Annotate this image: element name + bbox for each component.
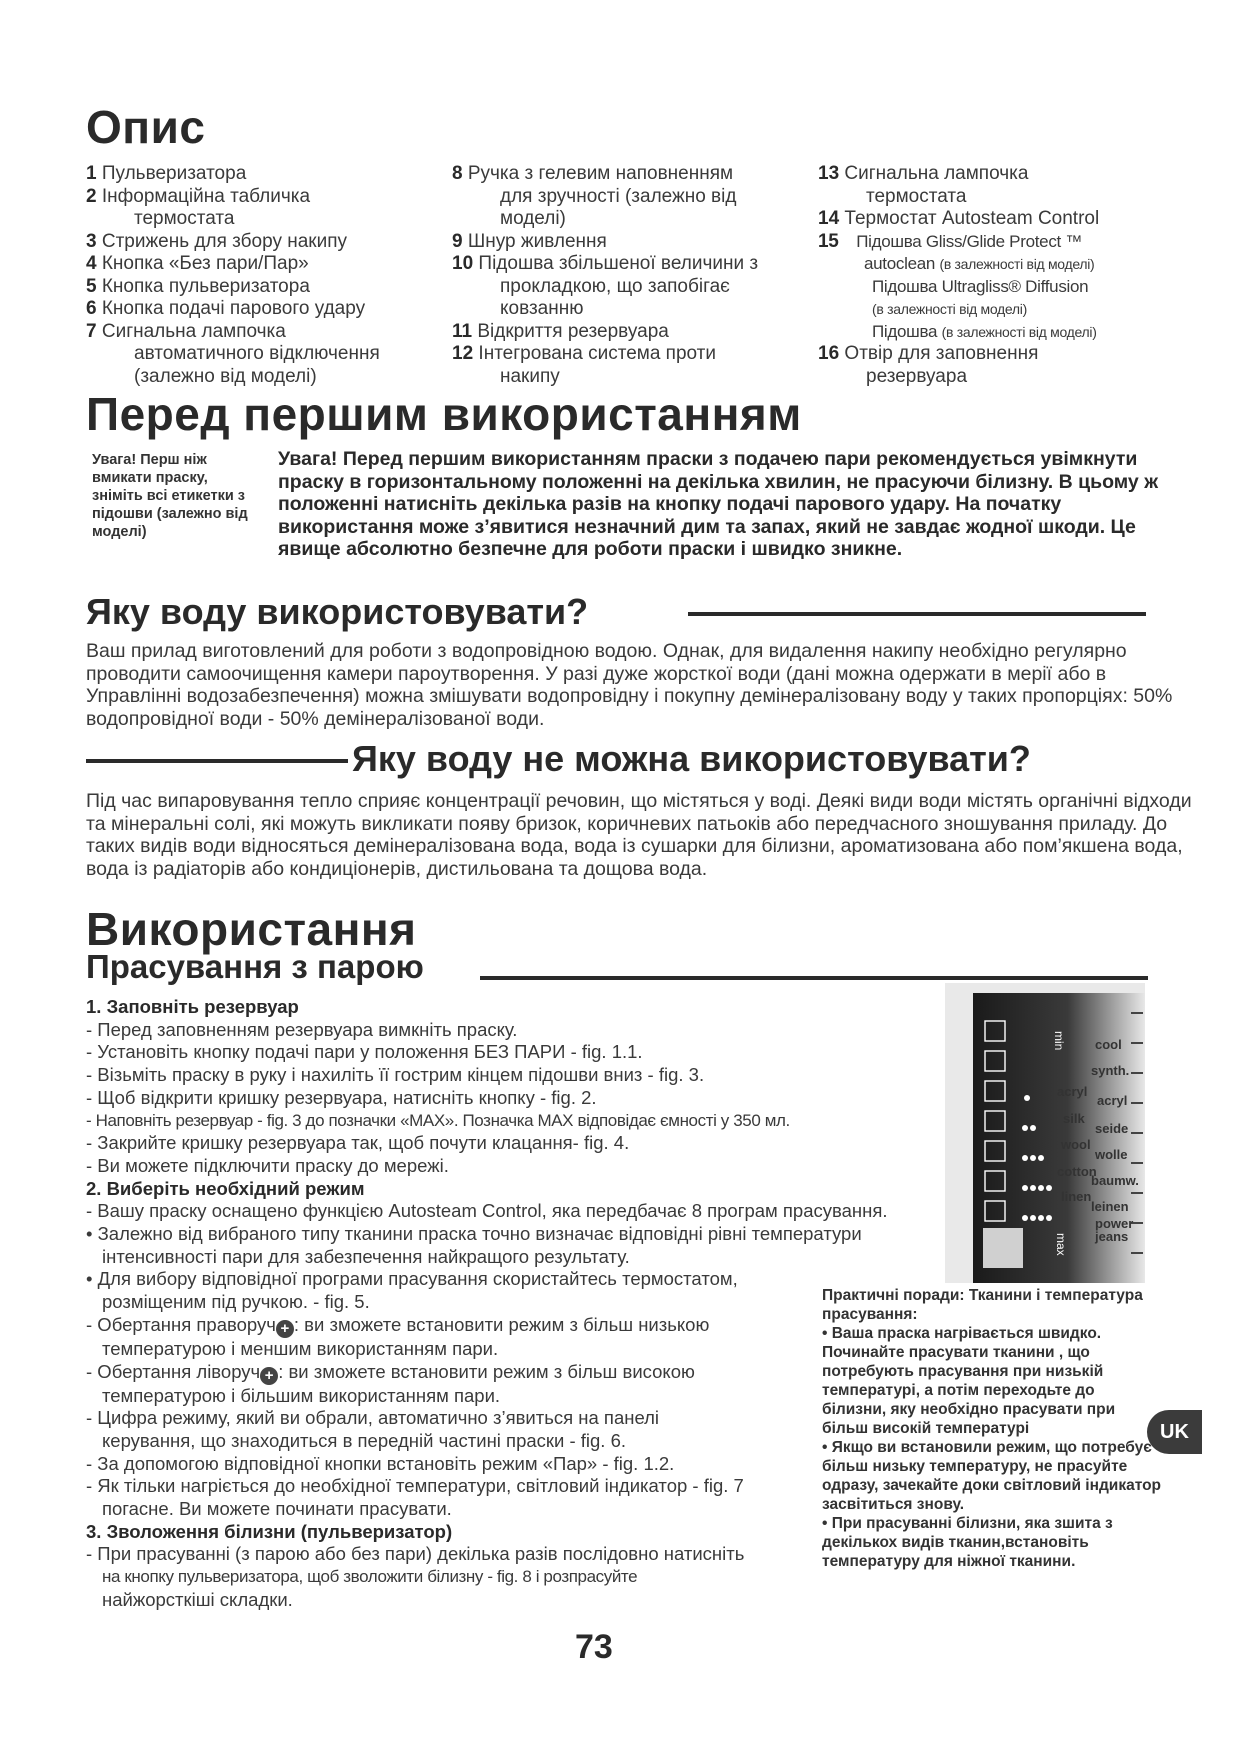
before-first-use-title: Перед першим використанням [86,388,802,440]
step-line: - Обертання праворуч + : ви зможете встановити режим з більш низькою [86,1313,710,1337]
tip-item: • Якщо ви встановили режим, що потребує більш низьку температуру, не прасуйте одразу, зачекайте доки світловий індикатор засвітиться знову. [822,1439,1162,1513]
description-item: 10 Підошва збільшеної величини з прокладкою, що запобігає ковзанню [452,253,759,319]
dial-label: leinen [1091,1199,1129,1214]
which-water-text: Ваш прилад виготовлений для роботи з водопровідною водою. Однак, для видалення накипу необхідно регулярно проводити самоочищення камери пароутворення. У разі дуже жорсткої води (дані можна одержати в мерії або в Управлінні водозабезпечення) можна змішувати водопровідну і покупну демінералізовану воду у таких пропорціях: 50% водопровідної води - 50% демінералізованої води. [86,640,1173,730]
description-item: 13 Сигнальна лампочка термостата [818,163,1029,207]
plus-icon: + [260,1367,278,1385]
description-column-2 [452,163,812,388]
dial-min-label: min [1052,1031,1066,1051]
step-line: температурою і меншим використанням пари. [102,1337,499,1359]
dial-label: cotton [1057,1164,1097,1179]
step-line: - Візьміть праску в руку і нахиліть її гострим кінцем підошви вниз - fig. 3. [86,1064,705,1086]
dial-label: acryl [1057,1084,1088,1099]
dial-max-label: max [1054,1233,1068,1256]
step-line: • Залежно від вибраного типу тканини праска точно визначає відповідні рівні температури [86,1223,862,1245]
step-line: - Вашу праску оснащено функцією Autosteam Control, яка передбачає 8 програм прасування. [86,1200,888,1222]
description-item: 4 Кнопка «Без пари/Пар» [86,253,309,274]
description-item: 2 Інформаційна табличка термостата [86,185,311,229]
dial-label: wolle [1095,1147,1128,1162]
step-line: - Закрийте кришку резервуара так, щоб почути клацання- fig. 4. [86,1132,630,1154]
description-item: 1 Пульверизатора [86,163,247,184]
practical-tips [822,1286,1162,1571]
dial-label: wool [1061,1137,1091,1152]
step-line: - Перед заповненням резервуара вимкніть праску. [86,1018,518,1040]
step-line: - Установіть кнопку подачі пари у положення БЕЗ ПАРИ - fig. 1.1. [86,1041,643,1063]
description-title: Опис [86,101,206,153]
usage-title: Використання [86,903,417,955]
dial-label: linen [1061,1189,1092,1204]
step-line: інтенсивності пари для забезпечення найкращого результату. [102,1245,630,1267]
description-item: 7 Сигнальна лампочка автоматичного відключення (залежно від моделі) [86,320,380,387]
which-water-not-title: Яку воду не можна використовувати? [352,738,1031,779]
description-item: 12 Інтегрована система проти накипу [452,343,716,387]
labels-warning-note: Увага! Перш ніж вмикати праску, зніміть всі етикетки з підошви (залежно від моделі) [92,452,248,540]
which-water-not-text: Під час випаровування тепло сприяє концентрації речовин, що містяться у воді. Деякі види води містять органічні відходи та мінеральні солі, які можуть викликати появу бризок, коричневих патьоків або передчасного зношування приладу. До таких видів води відносяться демінералізована вода, вода із сушарки для білизни, ароматизована або пом’якшена вода, вода із радіаторів або кондиціонерів, дистильована та дощова вода. [86,790,1192,880]
description-item: 16 Отвір для заповнення резервуара [818,343,1039,387]
dial-label: acryl [1097,1093,1128,1108]
step-line: розміщеним під ручкою. - fig. 5. [102,1291,370,1313]
step-line: погасне. Ви можете починати прасувати. [102,1498,452,1520]
thermostat-dial-illustration [945,983,1145,1283]
step-line: найжорсткіші складки. [102,1588,293,1610]
language-tab: UK [1147,1410,1202,1454]
dial-label: silk [1063,1111,1085,1126]
plus-icon: + [276,1320,294,1338]
step-line: керування, що знаходиться в передній частині праски - fig. 6. [102,1429,627,1451]
first-use-warning: Увага! Перед першим використанням праски з подачею пари рекомендується увімкнути праску в горизонтальному положенні на декілька хвилин, не прасуючи білизну. В цьому ж положенні натисніть декілька разів на кнопку подачі парового удару. На початку використання може з’явитися незначний дим та запах, який не завдає жодної шкоди. Це явище абсолютно безпечне для роботи праски і швидко зникне. [278,448,1159,560]
dial-label: power [1095,1216,1134,1231]
step-line: - Щоб відкрити кришку резервуара, натисніть кнопку - fig. 2. [86,1086,597,1108]
description-item: 9 Шнур живлення [452,230,607,252]
step-heading: 1. Заповніть резервуар [86,996,299,1017]
description-item: 11 Відкриття резервуара [452,320,669,342]
description-column-3 [818,163,1198,388]
heading-rule [688,612,1146,616]
dial-label: cool [1095,1037,1122,1052]
description-item: 8 Ручка з гелевим наповненням для зручності (залежно від моделі) [452,163,737,229]
step-line: - Ви можете підключити праску до мережі. [86,1154,449,1176]
description-item: 6 Кнопка подачі парового удару [86,298,366,319]
step-line: - За допомогою відповідної кнопки встановіть режим «Пар» - fig. 1.2. [86,1452,675,1474]
description-item: 5 Кнопка пульверизатора [86,275,310,297]
which-water-title: Яку воду використовувати? [86,591,589,632]
step-heading: 3. Зволоження білизни (пульверизатор) [86,1520,453,1542]
step-heading: 2. Виберіть необхідний режим [86,1177,365,1199]
step-line: - Цифра режиму, який ви обрали, автоматично з’явиться на панелі [86,1407,660,1429]
dial-label: seide [1095,1121,1129,1136]
step-line: - Обертання ліворуч + : ви зможете встановити режим з більш високою [86,1360,695,1384]
step-line: - Як тільки нагріється до необхідної температури, світловий індикатор - fig. 7 [86,1475,744,1497]
dial-label: baumw. [1091,1173,1139,1188]
steam-ironing-steps [86,996,888,1612]
page-number: 73 [575,1628,613,1666]
step-line: - Наповніть резервуар - fig. 3 до позначки «MAX». Позначка MAX відповідає ємності у 350 мл. [86,1110,790,1130]
heading-rule [480,976,1148,980]
dial-label: jeans [1095,1229,1129,1244]
step-line: на кнопку пульверизатора, щоб зволожити білизну - fig. 8 і розпрасуйте [102,1567,638,1587]
step-line: - При прасуванні (з парою або без пари) декілька разів послідовно натисніть [86,1543,745,1565]
tips-title: Практичні поради: Тканини і температура прасування: [822,1287,1143,1323]
description-item: 15 Підошва Gliss/Glide Protect ™ autoclean (в залежності від моделі) Підошва Ultragliss® Diffusion (в залежності від моделі) Підошва (в залежності від моделі) [818,230,1097,341]
dial-label: synth. [1091,1063,1130,1078]
description-column-1 [86,163,446,388]
description-item: 3 Стрижень для збору накипу [86,230,348,252]
description-item: 14 Термостат Autosteam Control [818,208,1100,229]
thermostat-dial-graphic [945,983,1145,1283]
heading-rule [86,759,348,763]
steam-ironing-title: Прасування з парою [86,948,424,985]
tip-item: • При прасуванні білизни, яка зшита з декількох видів тканин,встановіть температуру для ніжної тканини. [822,1515,1113,1570]
step-line: • Для вибору відповідної програми прасування скористайтесь термостатом, [86,1268,738,1290]
step-line: температурою і більшим використанням пари. [102,1384,501,1406]
tip-item: • Ваша праска нагрівається швидко. Починайте прасувати тканини , що потребують прасування при низькій температурі, а потім переходьте до білизни, яку необхідно прасувати при більш високій температурі [822,1325,1116,1437]
